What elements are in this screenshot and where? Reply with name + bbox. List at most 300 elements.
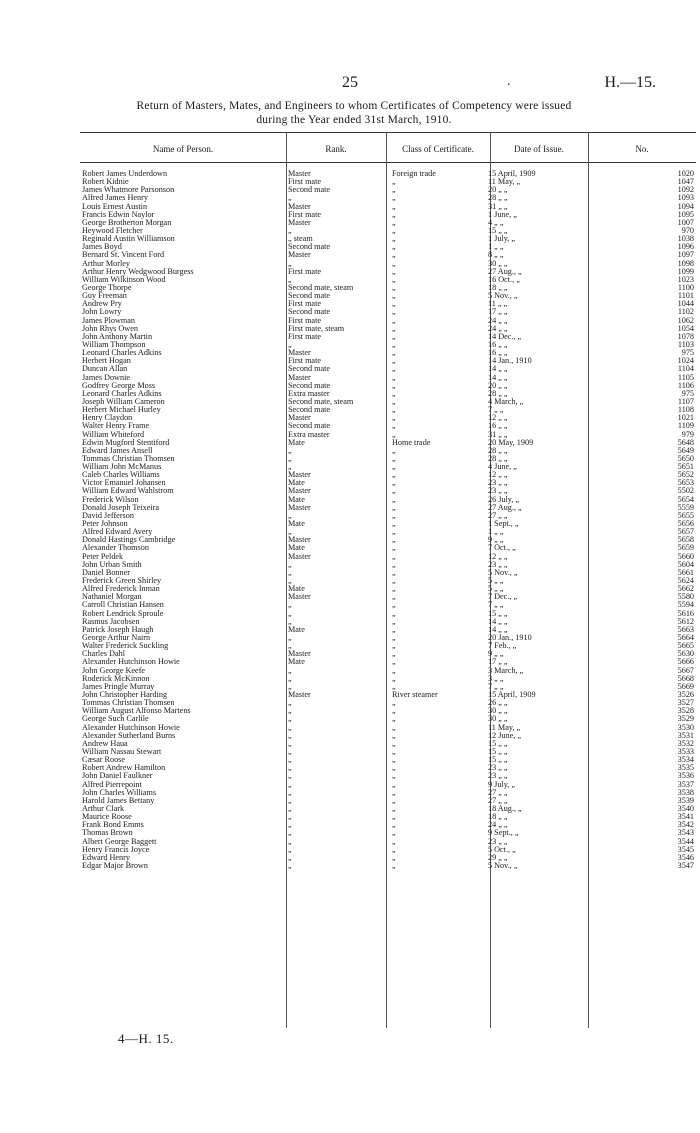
certificate-number: 5657 (677, 528, 694, 537)
date-of-issue: 9 Sept., „ (488, 829, 519, 838)
certificate-number: 3544 (677, 837, 694, 846)
table-row (82, 715, 696, 723)
person-name: George Arthur Nairn (82, 634, 151, 643)
certificate-class: „ (392, 804, 396, 813)
certificate-number: 3533 (677, 747, 694, 756)
person-name: Robert Andrew Hamilton (82, 764, 166, 773)
date-of-issue: 28 „ „ (488, 389, 508, 398)
certificate-class: „ (392, 731, 396, 740)
date-of-issue: 11 „ „ (488, 300, 508, 309)
certificate-class: „ (392, 471, 396, 480)
certificate-class: „ (392, 829, 396, 838)
rank: „ (288, 699, 292, 708)
person-name: William Whiteford (82, 430, 145, 439)
certificate-number: 5663 (677, 625, 694, 634)
date-of-issue: 17 „ „ (488, 658, 508, 667)
certificate-number: 5649 (677, 446, 694, 455)
person-name: Bernard St. Vincent Ford (82, 251, 165, 260)
table-row (82, 561, 696, 569)
table-row (82, 658, 696, 666)
rank: „ (288, 609, 292, 618)
certificate-number: 5652 (677, 471, 694, 480)
rank: „ (288, 617, 292, 626)
table-row (82, 805, 696, 813)
person-name: Guy Freeman (82, 292, 127, 301)
table-row (82, 862, 696, 870)
date-of-issue: 16 „ „ (488, 340, 508, 349)
rank: „ (288, 788, 292, 797)
table-row (82, 471, 696, 479)
certificate-class: River steamer (392, 691, 438, 699)
person-name: Alexander Hutchinson Howie (82, 658, 180, 667)
certificate-number: 1109 (677, 422, 694, 431)
rank: „ (288, 560, 292, 569)
table-row (82, 398, 696, 406)
date-of-issue: 26 July, „ (488, 495, 520, 504)
table-row (82, 227, 696, 235)
certificate-number: 1054 (677, 324, 694, 333)
person-name: Frederick Wilson (82, 495, 139, 504)
column-header-date: Date of Issue. (514, 144, 564, 154)
certificate-class: „ (392, 178, 396, 187)
date-of-issue: 1 Sept., „ (488, 520, 519, 529)
person-name: Arthur Clark (82, 804, 125, 813)
date-of-issue: 1 „ „ (488, 528, 504, 537)
certificate-class: „ (392, 658, 396, 667)
table-row (82, 577, 696, 585)
certificate-class: „ (392, 267, 396, 276)
table-top-rule (80, 132, 696, 133)
table-row (82, 308, 696, 316)
rank: „ (288, 340, 292, 349)
table-row (82, 569, 696, 577)
rank: „ (288, 796, 292, 805)
certificate-class: „ (392, 650, 396, 659)
person-name: Arthur Morley (82, 259, 130, 268)
certificate-class: „ (392, 715, 396, 724)
certificate-number: 1062 (677, 316, 694, 325)
rank: „ (288, 601, 292, 610)
person-name: Arthur Henry Wedgwood Burgess (82, 267, 194, 276)
person-name: James Boyd (82, 243, 122, 252)
certificate-class: „ (392, 861, 396, 870)
rank: „ (288, 454, 292, 463)
rank: „ (288, 821, 292, 830)
return-title (64, 99, 644, 127)
date-of-issue: 5 Oct., „ (488, 845, 516, 854)
rank: Mate (288, 585, 305, 594)
certificate-number: 1007 (677, 218, 694, 227)
rank: „ (288, 194, 292, 203)
date-of-issue: 27 „ „ (488, 788, 508, 797)
certificate-class: „ (392, 747, 396, 756)
title-line-2: during the Year ended 31st March, 1910. (256, 114, 452, 126)
certificate-class: „ (392, 357, 396, 366)
table-row (82, 349, 696, 357)
table-row (82, 251, 696, 259)
rank: Master (288, 170, 311, 178)
rank: Master (288, 691, 311, 699)
certificate-number: 5654 (677, 495, 694, 504)
table-row (82, 829, 696, 837)
rank: „ (288, 275, 292, 284)
rank: Second mate (288, 292, 331, 301)
person-name: Alexander Sutherland Burns (82, 731, 176, 740)
person-name: Tommas Christian Thomsen (82, 454, 175, 463)
rank: Master (288, 536, 311, 545)
table-row (82, 642, 696, 650)
table-row (82, 382, 696, 390)
certificate-number: 1107 (677, 397, 694, 406)
person-name: William Thompson (82, 340, 146, 349)
table-row (82, 707, 696, 715)
page-reference: H.—15. (604, 74, 656, 91)
certificate-class: „ (392, 837, 396, 846)
rank: „ (288, 226, 292, 235)
certificate-class: „ (392, 292, 396, 301)
rank: „ (288, 813, 292, 822)
person-name: Herbert Michael Hurley (82, 406, 161, 415)
certificate-class: „ (392, 479, 396, 488)
table-row (82, 838, 696, 846)
person-name: John Urban Smith (82, 560, 142, 569)
person-name: George Such Carlile (82, 715, 149, 724)
table-row (82, 536, 696, 544)
rank: „ (288, 463, 292, 472)
certificate-class: „ (392, 365, 396, 374)
person-name: Carroll Christian Hansen (82, 601, 164, 610)
person-name: Henry Claydon (82, 414, 133, 423)
certificate-class: „ (392, 707, 396, 716)
rank: First mate (288, 210, 321, 219)
person-name: Francis Edwin Naylor (82, 210, 155, 219)
table-row (82, 756, 696, 764)
table-row (82, 789, 696, 797)
date-of-issue: 15 April, 1909 (488, 691, 536, 699)
person-name: Edward James Ansell (82, 446, 153, 455)
date-of-issue: 5 Nov., „ (488, 568, 518, 577)
certificate-number: 3535 (677, 764, 694, 773)
certificate-number: 970 (681, 226, 694, 235)
certificate-number: 1096 (677, 243, 694, 252)
certificate-class: „ (392, 340, 396, 349)
person-name: Donald Joseph Teixeira (82, 503, 160, 512)
rank: Master (288, 373, 311, 382)
table-row (82, 284, 696, 292)
person-name: Leonard Charles Adkins (82, 389, 162, 398)
header-bottom-rule (80, 162, 696, 163)
date-of-issue: 5 Nov., „ (488, 861, 518, 870)
rank: Master (288, 471, 311, 480)
certificate-number: 5668 (677, 674, 694, 683)
certificate-number: 1023 (677, 275, 694, 284)
rank: Mate (288, 495, 305, 504)
certificate-class: „ (392, 699, 396, 708)
table-row (82, 194, 696, 202)
person-name: Henry Francis Joyce (82, 845, 150, 854)
footer-signature: 4—H. 15. (118, 1031, 174, 1046)
rank: „ (288, 528, 292, 537)
person-name: William Nassau Stewart (82, 747, 162, 756)
certificate-number: 3537 (677, 780, 694, 789)
table-row (82, 357, 696, 365)
certificate-class: „ (392, 585, 396, 594)
rank: Master (288, 251, 311, 260)
table-row (82, 333, 696, 341)
table-row (82, 455, 696, 463)
rank: First mate (288, 332, 321, 341)
person-name: Albert George Baggett (82, 837, 157, 846)
certificate-number: 1021 (677, 414, 694, 423)
certificate-class: „ (392, 577, 396, 586)
rank: Second mate, steam (288, 283, 354, 292)
table-row (82, 447, 696, 455)
certificate-number: 3540 (677, 804, 694, 813)
certificate-number: 5662 (677, 585, 694, 594)
rank: „ (288, 756, 292, 765)
certificate-class: „ (392, 723, 396, 732)
certificate-number: 1099 (677, 267, 694, 276)
person-name: Andrew Pry (82, 300, 122, 309)
date-of-issue: 16 „ „ (488, 422, 508, 431)
rank: Master (288, 650, 311, 659)
table-row (82, 260, 696, 268)
certificate-class: „ (392, 454, 396, 463)
date-of-issue: 4 „ „ (488, 218, 504, 227)
certificate-class: „ (392, 503, 396, 512)
certificate-number: 5624 (677, 577, 694, 586)
certificate-class: „ (392, 406, 396, 415)
table-row (82, 504, 696, 512)
date-of-issue: 9 „ „ (488, 536, 504, 545)
person-name: John Daniel Faulkner (82, 772, 153, 781)
certificate-class: „ (392, 389, 396, 398)
certificate-number: 5594 (677, 601, 694, 610)
certificate-class: „ (392, 381, 396, 390)
certificate-class: „ (392, 414, 396, 423)
rank: „ (288, 853, 292, 862)
date-of-issue: 23 „ „ (488, 479, 508, 488)
table-row (82, 650, 696, 658)
certificate-number: 5616 (677, 609, 694, 618)
rank: First mate (288, 357, 321, 366)
certificate-class: „ (392, 446, 396, 455)
date-of-issue: 20 May, 1909 (488, 438, 534, 447)
title-line-1: Return of Masters, Mates, and Engineers to whom Certificates of Competency were issued (136, 100, 572, 112)
certificate-number: 3543 (677, 829, 694, 838)
certificate-class: „ (392, 251, 396, 260)
rank: Master (288, 552, 311, 561)
person-name: Thomas Brown (82, 829, 133, 838)
certificate-class: „ (392, 316, 396, 325)
person-name: James Downie (82, 373, 130, 382)
rank: „ (288, 707, 292, 716)
certificate-number: 1103 (677, 340, 694, 349)
certificate-class: „ (392, 463, 396, 472)
certificate-class: „ (392, 300, 396, 309)
rank: „ (288, 446, 292, 455)
certificate-class: „ (392, 853, 396, 862)
date-of-issue: 24 „ „ (488, 316, 508, 325)
date-of-issue: 24 „ „ (488, 821, 508, 830)
rank: Master (288, 487, 311, 496)
table-row (82, 675, 696, 683)
person-name: Daniel Bonner (82, 568, 130, 577)
table-row (82, 610, 696, 618)
rank: „ (288, 731, 292, 740)
certificate-number: 3538 (677, 788, 694, 797)
person-name: Edwin Mugford Stentiford (82, 438, 170, 447)
date-of-issue: 30 „ „ (488, 707, 508, 716)
person-name: Andrew Haua (82, 739, 128, 748)
rank: „ (288, 837, 292, 846)
person-name: Walter Henry Frame (82, 422, 150, 431)
person-name: John Anthony Martin (82, 332, 153, 341)
date-of-issue: 26 „ „ (488, 699, 508, 708)
column-header-class: Class of Certificate. (402, 144, 474, 154)
rank: First mate (288, 316, 321, 325)
certificate-number: 1108 (677, 406, 694, 415)
person-name: Donald Hastings Cambridge (82, 536, 176, 545)
certificate-class: „ (392, 324, 396, 333)
date-of-issue: 15 „ „ (488, 756, 508, 765)
rank: „ (288, 511, 292, 520)
rank: Mate (288, 520, 305, 529)
date-of-issue: 23 „ „ (488, 560, 508, 569)
person-name: Alfred James Henry (82, 194, 148, 203)
date-of-issue: 5 „ „ (488, 585, 504, 594)
person-name: Charles Dahl (82, 650, 125, 659)
table-row (82, 325, 696, 333)
person-name: Leonard Charles Adkins (82, 349, 162, 358)
certificate-number: 1106 (677, 381, 694, 390)
table-row (82, 593, 696, 601)
rank: Mate (288, 625, 305, 634)
table-row (82, 618, 696, 626)
person-name: Herbert Hogan (82, 357, 131, 366)
certificate-number: 975 (681, 389, 694, 398)
person-name: Robert James Underdown (82, 170, 168, 178)
certificate-number: 1078 (677, 332, 694, 341)
person-name: Alexander Thomson (82, 544, 149, 553)
table-row (82, 772, 696, 780)
date-of-issue: 24 „ „ (488, 324, 508, 333)
certificate-class: „ (392, 772, 396, 781)
certificate-number: 1020 (677, 170, 694, 178)
person-name: Victor Emanuel Johansen (82, 479, 166, 488)
rank: „ (288, 568, 292, 577)
table-row (82, 431, 696, 439)
certificate-class: „ (392, 666, 396, 675)
person-name: James Plowman (82, 316, 135, 325)
certificate-class: „ (392, 495, 396, 504)
certificate-class: „ (392, 528, 396, 537)
person-name: William Edward Wahlstrom (82, 487, 174, 496)
rank: Second mate (288, 365, 331, 374)
date-of-issue: 8 „ „ (488, 251, 504, 260)
certificate-number: 3529 (677, 715, 694, 724)
table-row (82, 463, 696, 471)
certificate-number: 1092 (677, 186, 694, 195)
rank: Master (288, 503, 311, 512)
rank: „ (288, 780, 292, 789)
certificate-number: 975 (681, 349, 694, 358)
rank: „ (288, 804, 292, 813)
rank: „ (288, 642, 292, 651)
table-row (82, 292, 696, 300)
table-row (82, 374, 696, 382)
certificate-number: 3532 (677, 739, 694, 748)
rank: „ (288, 259, 292, 268)
rank: Master (288, 349, 311, 358)
certificate-number: 1105 (677, 373, 694, 382)
table-row (82, 186, 696, 194)
header-dot: . (507, 74, 511, 89)
certificate-class: „ (392, 210, 396, 219)
table-row (82, 626, 696, 634)
table-row (82, 300, 696, 308)
person-name: Alexander Hutchinson Howie (82, 723, 180, 732)
date-of-issue: 23 „ „ (488, 837, 508, 846)
table-row (82, 667, 696, 675)
table-row (82, 479, 696, 487)
person-name: Harold James Bettany (82, 796, 155, 805)
date-of-issue: 15 April, 1909 (488, 170, 536, 178)
date-of-issue: 18 Aug., „ (488, 804, 522, 813)
date-of-issue: 15 „ „ (488, 747, 508, 756)
table-row (82, 553, 696, 561)
certificate-number: 5655 (677, 511, 694, 520)
certificate-number: 5660 (677, 552, 694, 561)
date-of-issue: 27 Aug., „ (488, 503, 522, 512)
certificate-class: „ (392, 308, 396, 317)
certificate-class: „ (392, 511, 396, 520)
certificate-class: „ (392, 186, 396, 195)
person-name: Peter Johnson (82, 520, 128, 529)
table-row (82, 528, 696, 536)
certificate-number: 3546 (677, 853, 694, 862)
date-of-issue: 7 „ „ (488, 406, 504, 415)
date-of-issue: 9 „ „ (488, 650, 504, 659)
person-name: William Wilkinson Wood (82, 275, 166, 284)
person-name: Alfred Edward Avery (82, 528, 153, 537)
date-of-issue: 11 May, „ (488, 723, 521, 732)
certificate-number: 3528 (677, 707, 694, 716)
rank: „ (288, 772, 292, 781)
rank: Second mate (288, 381, 331, 390)
person-name: Godfrey George Moss (82, 381, 156, 390)
certificate-number: 5648 (677, 438, 694, 447)
certificate-class: „ (392, 218, 396, 227)
date-of-issue: 23 „ „ (488, 764, 508, 773)
certificate-class: „ (392, 617, 396, 626)
date-of-issue: 3 March, „ (488, 666, 524, 675)
certificate-number: 5656 (677, 520, 694, 529)
certificate-number: 3526 (677, 691, 694, 699)
certificate-class: „ (392, 601, 396, 610)
rank: „ (288, 577, 292, 586)
certificate-number: 3541 (677, 813, 694, 822)
certificate-number: 5669 (677, 682, 694, 691)
certificate-number: 3539 (677, 796, 694, 805)
person-name: Robert Kidnie (82, 178, 129, 187)
rank: First mate (288, 178, 321, 187)
person-name: Maurice Roose (82, 813, 132, 822)
certificate-number: 5661 (677, 568, 694, 577)
certificate-class: „ (392, 194, 396, 203)
rank: Mate (288, 479, 305, 488)
certificate-class: „ (392, 536, 396, 545)
